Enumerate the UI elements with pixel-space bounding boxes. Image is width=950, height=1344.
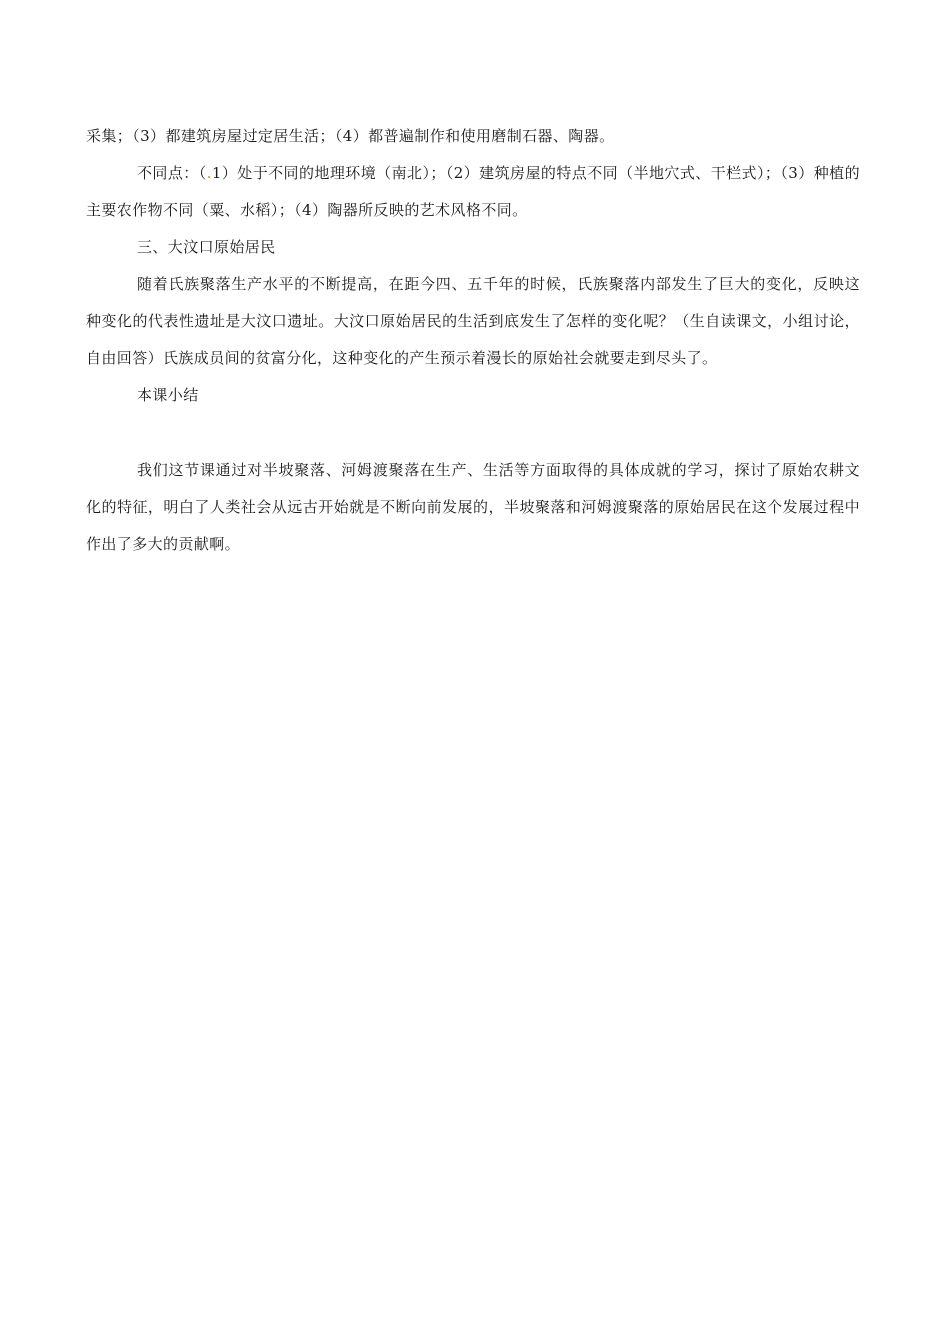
- differences-rest: 1）处于不同的地理环境（南北）；（2）建筑房屋的特点不同（半地穴式、干栏式）；（3）种植的主要农作物不同（粟、水稻）；（4）陶器所反映的艺术风格不同。: [86, 164, 860, 219]
- orange-dot-mark: .: [206, 164, 212, 182]
- paragraph-summary: 我们这节课通过对半坡聚落、河姆渡聚落在生产、生活等方面取得的具体成就的学习，探讨了原始农耕文化的特征，明白了人类社会从远古开始就是不断向前发展的，半坡聚落和河姆渡聚落的原始居民在这个发展过程中作出了多大的贡献啊。: [86, 461, 860, 553]
- paragraph-dawenkou: 随着氏族聚落生产水平的不断提高，在距今四、五千年的时候，氏族聚落内部发生了巨大的变化，反映这种变化的代表性遗址是大汶口遗址。大汶口原始居民的生活到底发生了怎样的变化呢？（生自读课文，小组讨论，自由回答）氏族成员间的贫富分化，这种变化的产生预示着漫长的原始社会就要走到尽头了。: [86, 275, 860, 367]
- section-heading-summary: 本课小结: [137, 386, 199, 404]
- paragraph-differences: [86, 155, 860, 229]
- document-body: [86, 118, 860, 563]
- differences-lead: 不同点：（: [137, 164, 207, 182]
- section-heading-dawenkou: 三、大汶口原始居民: [137, 238, 276, 256]
- paragraph-similarities-continued: 采集；（3）都建筑房屋过定居生活；（4）都普遍制作和使用磨制石器、陶器。: [86, 127, 615, 145]
- paragraph-spacer: [86, 414, 860, 452]
